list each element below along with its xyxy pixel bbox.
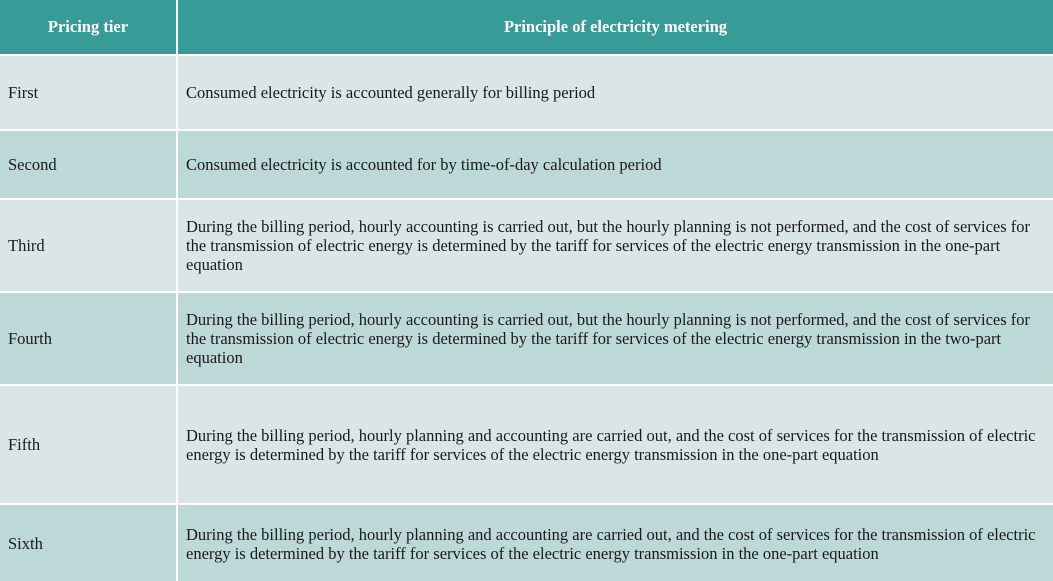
table-row xyxy=(0,504,1053,581)
table-row xyxy=(0,199,1053,292)
tier-cell: Second xyxy=(0,130,177,199)
principle-cell: Consumed electricity is accounted for by time-of-day calculation period xyxy=(177,130,1053,199)
principle-cell: During the billing period, hourly accounting is carried out, but the hourly planning is not performed, and the cost of services for the transmission of electric energy is determined by the tariff for services of the electric energy transmission in the two-part equation xyxy=(177,292,1053,385)
tier-cell: Third xyxy=(0,199,177,292)
header-principle: Principle of electricity metering xyxy=(177,0,1053,55)
tier-cell: Fourth xyxy=(0,292,177,385)
table-row xyxy=(0,55,1053,130)
principle-cell: During the billing period, hourly planning and accounting are carried out, and the cost of services for the transmission of electric energy is determined by the tariff for services of the electric energy transmission in the one-part equation xyxy=(177,504,1053,581)
tier-cell: First xyxy=(0,55,177,130)
table-header-row xyxy=(0,0,1053,55)
table-row xyxy=(0,292,1053,385)
tier-cell: Fifth xyxy=(0,385,177,504)
principle-cell: During the billing period, hourly planning and accounting are carried out, and the cost of services for the transmission of electric energy is determined by the tariff for services of the electric energy transmission in the one-part equation xyxy=(177,385,1053,504)
header-pricing-tier: Pricing tier xyxy=(0,0,177,55)
principle-cell: Consumed electricity is accounted generally for billing period xyxy=(177,55,1053,130)
principle-cell: During the billing period, hourly accounting is carried out, but the hourly planning is not performed, and the cost of services for the transmission of electric energy is determined by the tariff for services of the electric energy transmission in the one-part equation xyxy=(177,199,1053,292)
tier-cell: Sixth xyxy=(0,504,177,581)
table-row xyxy=(0,385,1053,504)
table-row xyxy=(0,130,1053,199)
